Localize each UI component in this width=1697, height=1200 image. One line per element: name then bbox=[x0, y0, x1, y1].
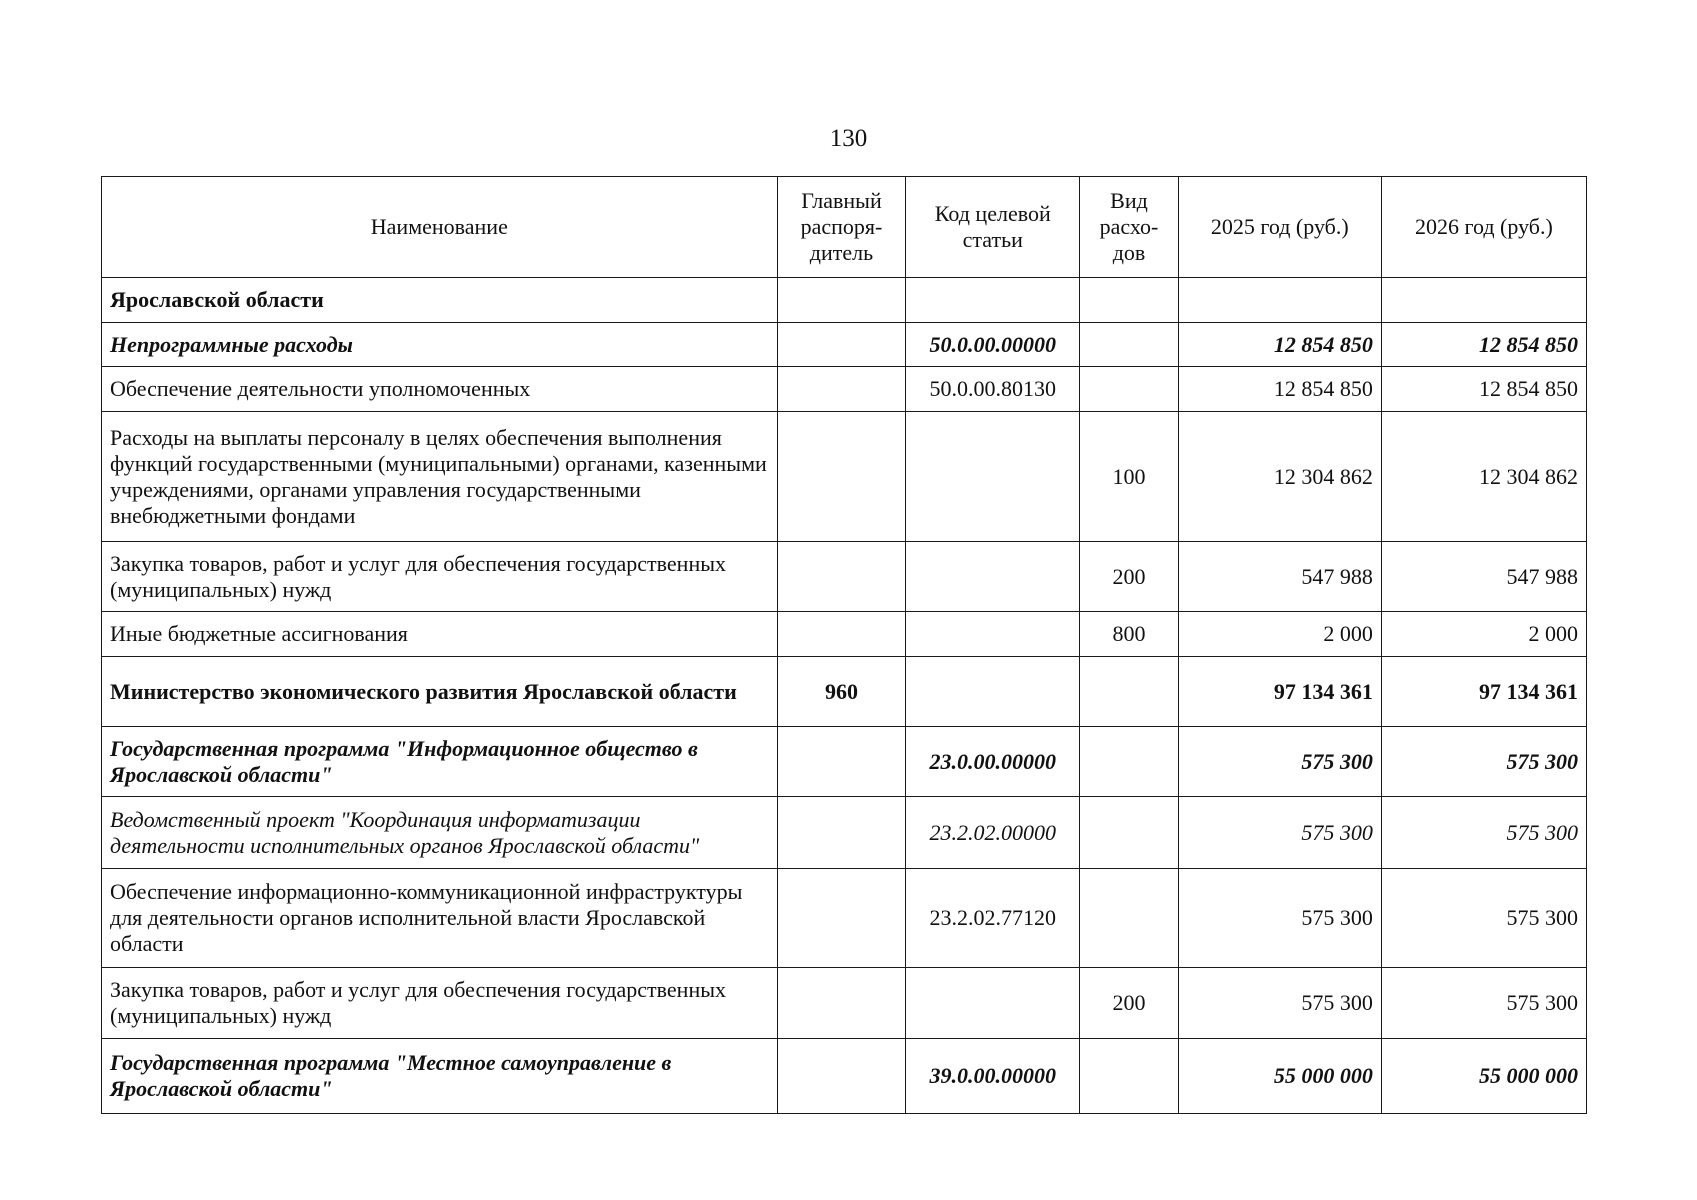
cell-name: Государственная программа "Информационное общество в Ярославской области" bbox=[102, 727, 778, 797]
cell-expense-type bbox=[1080, 278, 1179, 323]
cell-amount-2026: 12 854 850 bbox=[1381, 323, 1586, 367]
cell-amount-2025: 575 300 bbox=[1178, 869, 1381, 968]
cell-name: Иные бюджетные ассигнования bbox=[102, 612, 778, 657]
cell-expense-type bbox=[1080, 797, 1179, 869]
cell-main-manager bbox=[777, 797, 906, 869]
table-row bbox=[102, 612, 1587, 657]
cell-amount-2025: 12 854 850 bbox=[1178, 367, 1381, 412]
cell-target-code bbox=[906, 612, 1080, 657]
table-row bbox=[102, 278, 1587, 323]
cell-name: Расходы на выплаты персоналу в целях обеспечения выполнения функций государственными (муниципальными) органами, казенными учреждениями, органами управления государственными внебюджетными фондами bbox=[102, 412, 778, 542]
cell-target-code: 50.0.00.00000 bbox=[906, 323, 1080, 367]
table-row bbox=[102, 797, 1587, 869]
table-row bbox=[102, 1039, 1587, 1114]
cell-name: Закупка товаров, работ и услуг для обеспечения государственных (муниципальных) нужд bbox=[102, 968, 778, 1039]
cell-expense-type: 100 bbox=[1080, 412, 1179, 542]
cell-expense-type: 200 bbox=[1080, 542, 1179, 612]
cell-target-code bbox=[906, 542, 1080, 612]
header-year-2026: 2026 год (руб.) bbox=[1381, 177, 1586, 278]
cell-amount-2026: 2 000 bbox=[1381, 612, 1586, 657]
cell-target-code: 23.2.02.00000 bbox=[906, 797, 1080, 869]
cell-expense-type bbox=[1080, 869, 1179, 968]
cell-main-manager bbox=[777, 1039, 906, 1114]
cell-name: Обеспечение информационно-коммуникационной инфраструктуры для деятельности органов исполнительной власти Ярославской области bbox=[102, 869, 778, 968]
cell-amount-2026 bbox=[1381, 278, 1586, 323]
cell-expense-type bbox=[1080, 323, 1179, 367]
cell-amount-2025: 575 300 bbox=[1178, 797, 1381, 869]
cell-target-code bbox=[906, 657, 1080, 727]
cell-name: Государственная программа "Местное самоуправление в Ярославской области" bbox=[102, 1039, 778, 1114]
cell-name: Закупка товаров, работ и услуг для обеспечения государственных (муниципальных) нужд bbox=[102, 542, 778, 612]
cell-target-code bbox=[906, 968, 1080, 1039]
cell-expense-type bbox=[1080, 1039, 1179, 1114]
cell-amount-2026: 12 304 862 bbox=[1381, 412, 1586, 542]
cell-expense-type: 800 bbox=[1080, 612, 1179, 657]
table-body bbox=[102, 278, 1587, 1114]
cell-main-manager bbox=[777, 412, 906, 542]
header-main-manager: Главный распоря- дитель bbox=[777, 177, 906, 278]
table-row bbox=[102, 323, 1587, 367]
cell-amount-2025: 547 988 bbox=[1178, 542, 1381, 612]
cell-main-manager bbox=[777, 968, 906, 1039]
cell-amount-2026: 575 300 bbox=[1381, 968, 1586, 1039]
table-row bbox=[102, 657, 1587, 727]
cell-main-manager bbox=[777, 542, 906, 612]
cell-name: Ведомственный проект "Координация информатизации деятельности исполнительных органов Ярославской области" bbox=[102, 797, 778, 869]
cell-expense-type: 200 bbox=[1080, 968, 1179, 1039]
budget-table bbox=[101, 176, 1587, 1114]
header-target-code: Код целевой статьи bbox=[906, 177, 1080, 278]
cell-target-code: 39.0.00.00000 bbox=[906, 1039, 1080, 1114]
cell-target-code bbox=[906, 278, 1080, 323]
cell-target-code: 23.2.02.77120 bbox=[906, 869, 1080, 968]
cell-amount-2026: 547 988 bbox=[1381, 542, 1586, 612]
header-expense-type: Вид расхо- дов bbox=[1080, 177, 1179, 278]
cell-amount-2025: 575 300 bbox=[1178, 727, 1381, 797]
cell-amount-2025 bbox=[1178, 278, 1381, 323]
cell-target-code: 23.0.00.00000 bbox=[906, 727, 1080, 797]
header-year-2025: 2025 год (руб.) bbox=[1178, 177, 1381, 278]
cell-main-manager bbox=[777, 278, 906, 323]
cell-amount-2025: 12 854 850 bbox=[1178, 323, 1381, 367]
header-name: Наименование bbox=[102, 177, 778, 278]
cell-amount-2026: 97 134 361 bbox=[1381, 657, 1586, 727]
table-row bbox=[102, 968, 1587, 1039]
cell-amount-2026: 12 854 850 bbox=[1381, 367, 1586, 412]
cell-amount-2026: 575 300 bbox=[1381, 797, 1586, 869]
cell-expense-type bbox=[1080, 727, 1179, 797]
table-row bbox=[102, 367, 1587, 412]
cell-amount-2025: 12 304 862 bbox=[1178, 412, 1381, 542]
cell-main-manager bbox=[777, 323, 906, 367]
cell-target-code: 50.0.00.80130 bbox=[906, 367, 1080, 412]
table-row bbox=[102, 727, 1587, 797]
cell-name: Министерство экономического развития Ярославской области bbox=[102, 657, 778, 727]
cell-main-manager bbox=[777, 612, 906, 657]
cell-target-code bbox=[906, 412, 1080, 542]
cell-amount-2026: 575 300 bbox=[1381, 869, 1586, 968]
cell-amount-2025: 2 000 bbox=[1178, 612, 1381, 657]
page-number: 130 bbox=[829, 125, 868, 152]
cell-name: Непрограммные расходы bbox=[102, 323, 778, 367]
cell-main-manager bbox=[777, 869, 906, 968]
cell-amount-2026: 55 000 000 bbox=[1381, 1039, 1586, 1114]
table-row bbox=[102, 869, 1587, 968]
cell-main-manager: 960 bbox=[777, 657, 906, 727]
cell-main-manager bbox=[777, 727, 906, 797]
cell-expense-type bbox=[1080, 657, 1179, 727]
cell-expense-type bbox=[1080, 367, 1179, 412]
cell-name: Ярославской области bbox=[102, 278, 778, 323]
cell-amount-2025: 575 300 bbox=[1178, 968, 1381, 1039]
cell-main-manager bbox=[777, 367, 906, 412]
cell-name: Обеспечение деятельности уполномоченных bbox=[102, 367, 778, 412]
cell-amount-2025: 97 134 361 bbox=[1178, 657, 1381, 727]
cell-amount-2025: 55 000 000 bbox=[1178, 1039, 1381, 1114]
table-header bbox=[102, 177, 1587, 278]
table-row bbox=[102, 412, 1587, 542]
cell-amount-2026: 575 300 bbox=[1381, 727, 1586, 797]
table-row bbox=[102, 542, 1587, 612]
